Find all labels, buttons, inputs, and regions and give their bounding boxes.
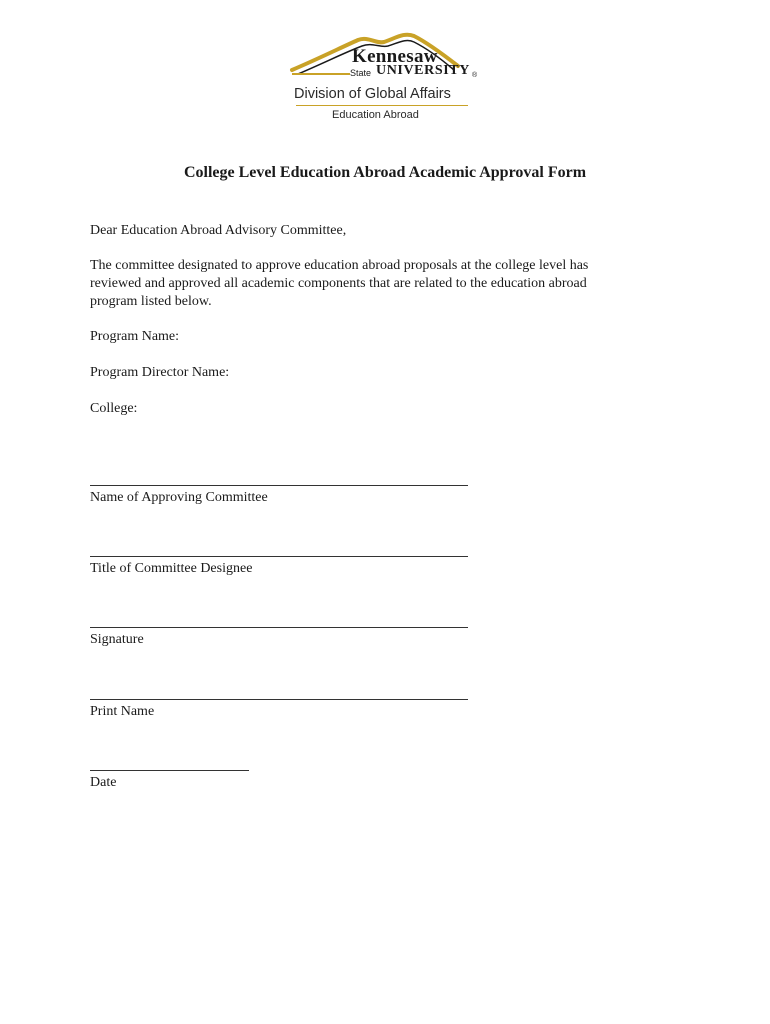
body-line: The committee designated to approve education abroad proposals at the college level has xyxy=(90,258,589,273)
print-name-label: Print Name xyxy=(90,704,155,719)
form-title: College Level Education Abroad Academic Approval Form xyxy=(183,164,587,181)
salutation: Dear Education Abroad Advisory Committee, xyxy=(90,223,347,238)
date-label: Date xyxy=(90,775,117,790)
program-name-field: Program Name: xyxy=(90,329,180,344)
logo-division-text: Division of Global Affairs xyxy=(294,86,451,102)
print-name-line xyxy=(90,699,468,700)
body-line: program listed below. xyxy=(90,294,212,309)
approving-committee-line xyxy=(90,485,468,486)
committee-designee-label: Title of Committee Designee xyxy=(90,561,253,576)
logo-state-text: State xyxy=(350,68,372,78)
date-line xyxy=(90,770,249,771)
committee-designee-line xyxy=(90,556,468,557)
college-field: College: xyxy=(90,401,138,416)
university-logo xyxy=(280,30,490,125)
signature-label: Signature xyxy=(90,632,144,647)
logo-university-text: UNIVERSITY xyxy=(376,63,470,78)
approving-committee-label: Name of Approving Committee xyxy=(90,490,268,505)
body-line: reviewed and approved all academic components that are related to the education abroad xyxy=(90,276,587,291)
signature-line xyxy=(90,627,468,628)
logo-registered-mark: ® xyxy=(472,72,478,79)
program-director-field: Program Director Name: xyxy=(90,365,230,380)
logo-office-text: Education Abroad xyxy=(332,109,419,121)
logo-divider xyxy=(296,105,468,106)
logo-kennesaw-text: Kennesaw xyxy=(352,46,438,67)
body-paragraph xyxy=(90,257,650,311)
